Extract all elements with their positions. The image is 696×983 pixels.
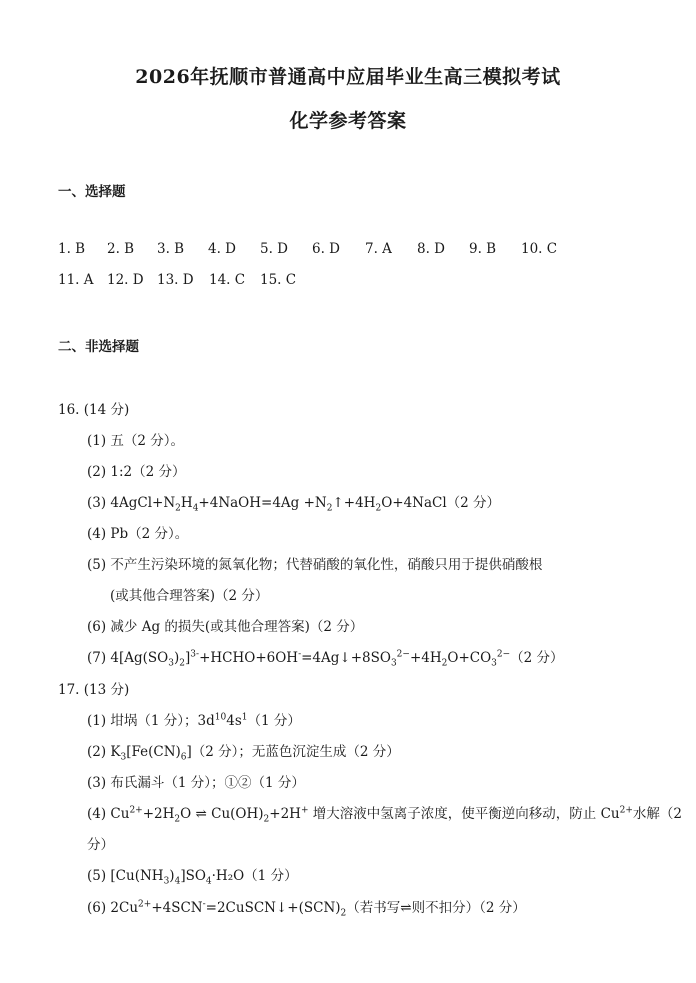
q17-answer-4: (4) $Cu^{2+}+2H_2O$ ⇌ $Cu(OH)_2+2H^+$ 增大溶液中氢离子浓度，使平衡逆向移动，防止 $Cu^{2+}$水解（2: [87, 805, 682, 825]
question-16-heading: 16. (14 分): [58, 402, 130, 418]
choice-answer-item: 7. A: [365, 241, 392, 257]
choice-answer-item: 15. C: [260, 272, 297, 288]
page-subtitle: 化学参考答案: [289, 110, 407, 132]
choice-answer-item: 10. C: [521, 241, 558, 257]
choice-answer-item: 5. D: [260, 241, 288, 257]
section-heading-choice: 一、选择题: [58, 184, 126, 200]
choice-answer-item: 4. D: [208, 241, 236, 257]
choice-answer-item: 6. D: [312, 241, 340, 257]
choice-answer-item: 13. D: [157, 272, 194, 288]
choice-answer-item: 11. A: [58, 272, 94, 288]
q17-answer-3: (3) 布氏漏斗（1 分）；①②（1 分）: [87, 775, 305, 791]
choice-answer-item: 8. D: [417, 241, 445, 257]
choice-answer-item: 12. D: [107, 272, 144, 288]
choice-answer-item: 2. B: [107, 241, 135, 257]
q16-answer-7: (7) $4[Ag(SO_3)_2]^{3-}+HCHO+6OH^-=4Ag↓+8SO_3^{2-}+4H_2O+CO_3^{2-}(2$ 分）: [87, 649, 564, 669]
q16-answer-5: (5) 不产生污染环境的氮氧化物；代替硝酸的氧化性，硝酸只用于提供硝酸根: [87, 557, 543, 573]
q17-answer-2: (2) $K_3[Fe(CN)_6](2$ 分）；无蓝色沉淀生成（2 分）: [87, 744, 400, 763]
page-title: 2026年抚顺市普通高中应届毕业生高三模拟考试: [135, 66, 561, 88]
section-heading-nonchoice: 二、非选择题: [58, 339, 139, 355]
q17-answer-4-cont: 分）: [87, 837, 114, 853]
question-17-heading: 17. (13 分): [58, 682, 130, 698]
q17-answer-6: (6) $2Cu^{2+}+4SCN^-=2CuSCN↓+(SCN)_2$（若书写⇌则不扣分）（2 分）: [87, 899, 526, 919]
q16-answer-5-cont: (或其他合理答案)（2 分）: [110, 588, 269, 604]
q16-answer-3: (3) $4AgCl+N_2H_4+4NaOH=4Ag$ $+N_2↑+4H_2O+4NaCl(2$ 分）: [87, 495, 501, 514]
choice-answer-item: 1. B: [58, 241, 86, 257]
q16-answer-4: (4) Pb（2 分）。: [87, 526, 189, 542]
q16-answer-6: (6) 减少 Ag 的损失(或其他合理答案)（2 分）: [87, 619, 364, 635]
q16-answer-1: (1) 五（2 分）。: [87, 433, 185, 449]
q17-answer-5: (5) $[Cu(NH_3)_4]SO_4\cdot H_2O(1$ 分）: [87, 868, 298, 887]
choice-answer-item: 14. C: [209, 272, 246, 288]
choice-answer-item: 9. B: [469, 241, 497, 257]
q16-answer-2: (2) 1:2（2 分）: [87, 464, 186, 480]
choice-answer-item: 3. B: [157, 241, 185, 257]
q17-answer-1: (1) 坩埚（1 分）；$3d^{10}4s^1(1$ 分）: [87, 712, 301, 729]
